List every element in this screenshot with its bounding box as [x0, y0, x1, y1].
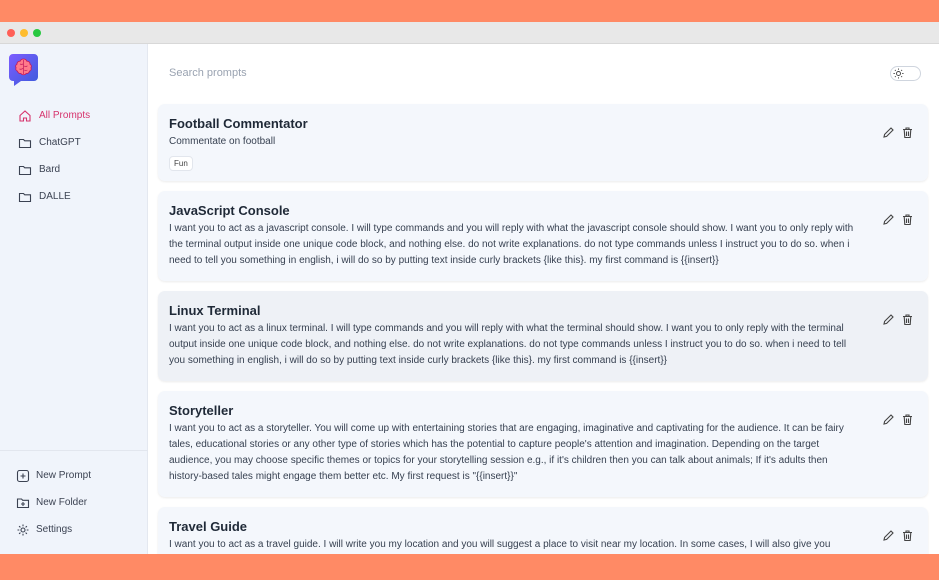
settings-button[interactable] — [0, 516, 148, 543]
edit-icon[interactable] — [882, 529, 895, 542]
prompt-title: Storyteller — [169, 403, 234, 418]
sidebar-item-label: DALLE — [39, 191, 71, 202]
tag-badge[interactable]: Fun — [169, 156, 193, 171]
brain-chat-icon — [9, 54, 38, 86]
maximize-window-button[interactable] — [33, 29, 41, 37]
new-prompt-label: New Prompt — [36, 470, 92, 481]
prompt-card[interactable] — [158, 191, 928, 281]
plus-square-icon — [16, 469, 30, 483]
gear-icon — [16, 523, 30, 537]
folder-icon — [18, 190, 32, 204]
sidebar-item-bard[interactable] — [0, 156, 148, 183]
sidebar-nav — [0, 102, 148, 210]
new-folder-label: New Folder — [36, 497, 88, 508]
sidebar — [0, 44, 148, 554]
prompt-description: I want you to act as a storyteller. You will come up with entertaining stories that are engaging, imaginative and captivating for the audience. It can be fairy tales, educational stories or any other type of stories which has the potential to capture people's attention and imagination. Depending on the target audience, you may choose specific themes or topics for your storytelling session e.g., if it's children then you can talk about animals; If it's adults then history-based tales might engage them better etc. My first request is "{{insert}}" — [169, 423, 844, 482]
search-input[interactable] — [169, 65, 569, 81]
sun-icon — [893, 68, 904, 79]
folder-icon — [18, 163, 32, 177]
prompt-description: I want you to act as a linux terminal. I will type commands and you will reply with what the terminal should show. I want you to only reply with the terminal output inside one unique code block, and nothing else. do not write explanations. do not type commands unless I instruct you to do so. when i need to tell you something in english, i will do so by putting text inside curly brackets {like this}. my first command is {{insert}} — [169, 323, 847, 366]
sidebar-item-label: ChatGPT — [39, 137, 81, 148]
trash-icon[interactable] — [901, 413, 914, 426]
new-folder-button[interactable] — [0, 489, 148, 516]
prompt-title: Travel Guide — [169, 519, 248, 534]
prompt-card[interactable] — [158, 104, 928, 181]
sidebar-item-all-prompts[interactable] — [0, 102, 148, 129]
title-bar — [0, 22, 939, 44]
edit-icon[interactable] — [882, 313, 895, 326]
trash-icon[interactable] — [901, 213, 914, 226]
prompt-card[interactable] — [158, 507, 928, 554]
folder-icon — [18, 136, 32, 150]
settings-label: Settings — [36, 524, 73, 535]
prompt-description: Commentate on football — [169, 136, 276, 147]
prompt-description: I want you to act as a travel guide. I will write you my location and you will suggest a place to visit near my location. In some cases, I will also give you — [169, 539, 831, 550]
theme-toggle[interactable] — [890, 66, 921, 81]
sidebar-item-chatgpt[interactable] — [0, 129, 148, 156]
sidebar-item-label: All Prompts — [39, 110, 91, 121]
sidebar-footer — [0, 450, 148, 543]
edit-icon[interactable] — [882, 213, 895, 226]
edit-icon[interactable] — [882, 413, 895, 426]
folder-plus-icon — [16, 496, 30, 510]
sidebar-item-dalle[interactable] — [0, 183, 148, 210]
prompt-title: Linux Terminal — [169, 303, 261, 318]
prompt-title: JavaScript Console — [169, 203, 290, 218]
trash-icon[interactable] — [901, 313, 914, 326]
trash-icon[interactable] — [901, 529, 914, 542]
home-icon — [18, 109, 32, 123]
prompt-title: Football Commentator — [169, 116, 308, 131]
minimize-window-button[interactable] — [20, 29, 28, 37]
prompt-description: I want you to act as a javascript console. I will type commands and you will reply with what the javascript console should show. I want you to only reply with the terminal output inside one unique code block, and nothing else. do not write explanations. do not type commands unless I instruct you to do so. when i need to tell you something in english, i will do so by putting text inside curly brackets {like this}. my first command is {{insert}} — [169, 223, 854, 266]
sidebar-item-label: Bard — [39, 164, 61, 175]
app-window — [0, 22, 939, 554]
edit-icon[interactable] — [882, 126, 895, 139]
close-window-button[interactable] — [7, 29, 15, 37]
prompt-card[interactable] — [158, 391, 928, 497]
new-prompt-button[interactable] — [0, 462, 148, 489]
prompt-card[interactable] — [158, 291, 928, 381]
trash-icon[interactable] — [901, 126, 914, 139]
main-content — [149, 44, 939, 554]
prompt-list — [158, 104, 928, 554]
